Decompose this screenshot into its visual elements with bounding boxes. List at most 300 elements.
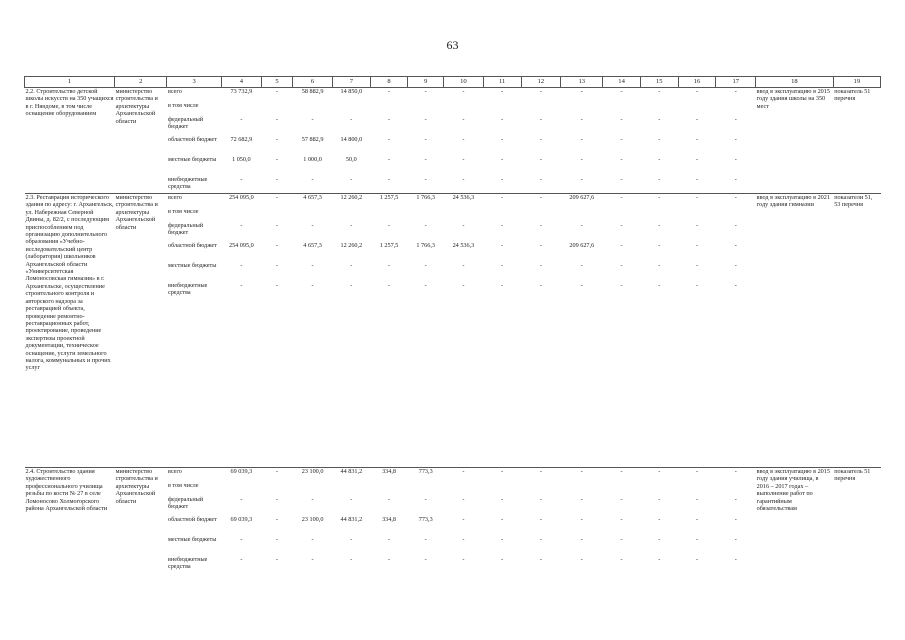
value-cell	[444, 102, 484, 116]
value-cell: -	[658, 221, 661, 229]
value-cell: 1 000,0	[303, 155, 322, 163]
value-cell: -	[501, 281, 504, 289]
header-cell: 14	[603, 77, 641, 88]
project-name-cell: 2.3. Реставрация исторического здания по адресу: г. Архангельск, ул. Набережная Северной Двины, д. 82/2, с последующим приспособлением под организацию дополнительного образования «Учебно-исследовательский центр (лаборатория) школьников Архангельской области «Университетская Ломоносовская гимназия» в г. Архангельске, осуществление строительного контроля и авторского надзора за реставрацией объекта, проведение ремонтно-реставрационных работ, проектирование, проведение экспертизы проектной документации, техническое оснащение, услуги земельного налога, коммунальных и прочих услуг	[25, 194, 115, 468]
value-cell: -	[695, 535, 699, 543]
funding-source-cell: местные бюджеты	[167, 261, 217, 269]
header-cell: 15	[640, 77, 678, 88]
value-cell: -	[539, 88, 542, 95]
value-cell: 12 260,2	[332, 194, 370, 208]
value-cell: -	[501, 261, 504, 269]
funding-source-cell: всего	[167, 468, 221, 482]
value-cell	[444, 482, 484, 496]
value-cell: -	[580, 221, 583, 229]
indicator-cell: показатели 51, 53 перечня	[833, 194, 880, 468]
value-cell: -	[261, 194, 292, 208]
value-cell: -	[539, 281, 542, 289]
value-cell	[332, 102, 370, 116]
value-cell: -	[658, 155, 661, 163]
value-cell: -	[580, 115, 583, 123]
value-cell	[221, 208, 261, 222]
value-cell: -	[539, 495, 542, 503]
value-cell: -	[695, 281, 699, 289]
funding-source-cell: областной бюджет	[167, 515, 217, 523]
value-cell: 24 536,3	[452, 241, 475, 249]
value-cell: 14 850,0	[340, 88, 363, 95]
value-cell	[716, 102, 756, 116]
value-cell: -	[695, 221, 699, 229]
value-cell: -	[388, 555, 391, 563]
funding-source-cell: областной бюджет	[167, 241, 217, 249]
value-cell	[483, 208, 521, 222]
value-cell	[261, 482, 292, 496]
value-cell: -	[275, 88, 278, 95]
expected-result-cell: ввод в эксплуатацию в 2015 году здания училища, в 2016 – 2017 годах – выполнение работ по гарантийным обязательствам	[756, 468, 834, 576]
value-cell: -	[658, 495, 661, 503]
value-cell	[293, 482, 333, 496]
value-cell: -	[424, 261, 427, 269]
value-cell	[521, 482, 561, 496]
value-cell: -	[539, 221, 542, 229]
value-cell: -	[501, 535, 504, 543]
value-cell: -	[424, 281, 427, 289]
value-cell: -	[388, 221, 391, 229]
value-cell	[370, 102, 408, 116]
funding-source-cell: внебюджетные средства	[167, 175, 208, 190]
value-cell: -	[350, 261, 353, 269]
value-cell: -	[539, 241, 542, 249]
funding-source-cell: всего	[167, 88, 182, 95]
indicator-cell: показатель 51 перечня	[834, 88, 871, 103]
value-cell: -	[240, 175, 243, 183]
value-cell	[444, 208, 484, 222]
value-cell: -	[640, 194, 678, 208]
value-cell	[221, 482, 261, 496]
value-cell	[640, 208, 678, 222]
value-cell: -	[240, 281, 243, 289]
value-cell: 58 882,9	[301, 88, 324, 95]
value-cell: -	[734, 555, 737, 563]
value-cell: -	[734, 281, 737, 289]
value-cell: -	[580, 281, 583, 289]
value-cell: 254 095,0	[221, 194, 261, 208]
program-table	[24, 76, 881, 576]
header-cell: 2	[115, 77, 167, 88]
value-cell: -	[620, 555, 623, 563]
value-cell	[261, 208, 292, 222]
value-cell: -	[462, 88, 465, 95]
value-cell: -	[539, 135, 542, 143]
value-cell: -	[539, 555, 542, 563]
value-cell: -	[240, 555, 243, 563]
value-cell: -	[734, 221, 737, 229]
value-cell: -	[640, 468, 678, 482]
value-cell: 1 050,0	[232, 155, 251, 163]
value-cell: 73 732,9	[230, 88, 253, 95]
value-cell: -	[350, 555, 353, 563]
value-cell: -	[695, 495, 699, 503]
value-cell: -	[580, 261, 583, 269]
value-cell: 23 100,0	[293, 468, 333, 482]
value-cell: 334,8	[370, 468, 408, 482]
value-cell: 12 260,2	[340, 241, 363, 249]
header-cell: 3	[167, 77, 221, 88]
value-cell: -	[275, 281, 278, 289]
value-cell: -	[424, 495, 427, 503]
value-cell: 50,0	[345, 155, 357, 163]
header-cell: 19	[833, 77, 880, 88]
value-cell: -	[501, 155, 504, 163]
value-cell: -	[462, 281, 465, 289]
value-cell	[561, 208, 603, 222]
value-cell	[408, 482, 444, 496]
value-cell: -	[658, 175, 661, 183]
value-cell: -	[311, 115, 314, 123]
value-cell: -	[620, 221, 623, 229]
value-cell	[561, 102, 603, 116]
value-cell: -	[539, 261, 542, 269]
table-header-row	[25, 77, 881, 88]
value-cell: -	[620, 175, 623, 183]
value-cell: -	[424, 88, 427, 95]
value-cell: 44 831,2	[340, 515, 363, 523]
header-cell: 18	[756, 77, 834, 88]
value-cell: -	[424, 135, 427, 143]
value-cell: -	[678, 194, 716, 208]
value-cell	[678, 102, 716, 116]
table-row	[25, 194, 881, 208]
value-cell: -	[695, 135, 699, 143]
value-cell: 773,3	[408, 468, 444, 482]
value-cell: -	[240, 535, 243, 543]
project-name-cell: 2.4. Строительство здания художественного профессионального училища резьбы по кости № 27 в селе Ломоносово Холмогорского района Архангельской области	[25, 468, 115, 576]
value-cell: -	[501, 495, 504, 503]
value-cell: -	[734, 88, 737, 95]
value-cell: -	[734, 241, 737, 249]
expected-result-cell: ввод в эксплуатацию в 2015 году здания школы на 350 мест	[756, 88, 830, 110]
value-cell: -	[261, 468, 292, 482]
value-cell: -	[462, 175, 465, 183]
value-cell: -	[424, 115, 427, 123]
value-cell: 44 831,2	[332, 468, 370, 482]
value-cell: -	[734, 155, 737, 163]
value-cell: 57 882,9	[301, 135, 324, 143]
value-cell: -	[539, 155, 542, 163]
value-cell: -	[620, 535, 623, 543]
value-cell: -	[603, 468, 641, 482]
value-cell: 4 657,3	[303, 241, 322, 249]
value-cell: -	[275, 115, 278, 123]
header-cell: 6	[293, 77, 333, 88]
value-cell: -	[501, 135, 504, 143]
value-cell: -	[311, 175, 314, 183]
value-cell: -	[658, 515, 661, 523]
header-cell: 5	[261, 77, 292, 88]
value-cell	[561, 482, 603, 496]
indicator-cell: показатель 51 перечня	[833, 468, 880, 576]
value-cell	[521, 102, 561, 116]
value-cell: -	[580, 155, 583, 163]
value-cell: 69 039,3	[230, 515, 253, 523]
value-cell: -	[734, 495, 737, 503]
value-cell: -	[620, 155, 623, 163]
value-cell: -	[620, 515, 623, 523]
value-cell: -	[311, 555, 314, 563]
value-cell: -	[734, 515, 737, 523]
value-cell: -	[539, 175, 542, 183]
value-cell: -	[462, 221, 465, 229]
value-cell: -	[275, 155, 278, 163]
value-cell: -	[734, 135, 737, 143]
value-cell: -	[658, 135, 661, 143]
value-cell	[261, 102, 292, 116]
value-cell: -	[620, 261, 623, 269]
value-cell: -	[658, 535, 661, 543]
value-cell: -	[388, 175, 391, 183]
value-cell: -	[620, 135, 623, 143]
value-cell: -	[388, 281, 391, 289]
value-cell: 1 766,3	[416, 241, 435, 249]
value-cell	[332, 482, 370, 496]
value-cell: -	[580, 135, 583, 143]
value-cell	[521, 208, 561, 222]
value-cell: -	[695, 175, 699, 183]
value-cell	[678, 482, 716, 496]
funding-source-cell: федеральный бюджет	[167, 221, 204, 236]
funding-source-cell: федеральный бюджет	[167, 115, 204, 130]
value-cell: -	[240, 261, 243, 269]
executor-cell: министерство строительства и архитектуры Архангельской области	[115, 194, 167, 468]
value-cell: -	[580, 535, 583, 543]
value-cell: -	[658, 88, 661, 95]
table-row	[25, 88, 881, 102]
value-cell: -	[275, 221, 278, 229]
value-cell: -	[734, 115, 737, 123]
value-cell	[603, 208, 641, 222]
value-cell: -	[483, 194, 521, 208]
project-name-cell: 2.2. Строительство детской школы искусств на 350 учащихся в г. Няндоме, в том числе оснащение оборудованием	[25, 88, 114, 118]
expected-result-cell: ввод в эксплуатацию в 2021 году здания гимназии	[756, 194, 834, 468]
value-cell	[332, 208, 370, 222]
value-cell: -	[424, 221, 427, 229]
value-cell: 24 536,3	[444, 194, 484, 208]
value-cell: -	[462, 261, 465, 269]
value-cell: -	[424, 155, 427, 163]
value-cell: -	[444, 468, 484, 482]
value-cell: -	[716, 468, 756, 482]
value-cell: -	[658, 241, 661, 249]
value-cell: -	[311, 535, 314, 543]
value-cell	[603, 102, 641, 116]
funding-source-cell: местные бюджеты	[167, 155, 217, 163]
value-cell: -	[501, 115, 504, 123]
value-cell: -	[695, 261, 699, 269]
value-cell	[221, 102, 261, 116]
funding-source-cell: в том числе	[167, 481, 199, 489]
value-cell	[678, 208, 716, 222]
value-cell: -	[388, 88, 391, 95]
value-cell: -	[240, 115, 243, 123]
value-cell: -	[462, 535, 465, 543]
value-cell: -	[678, 468, 716, 482]
value-cell: -	[311, 495, 314, 503]
value-cell: -	[462, 155, 465, 163]
value-cell: -	[620, 281, 623, 289]
value-cell: -	[275, 135, 278, 143]
value-cell: -	[240, 495, 243, 503]
header-cell: 9	[408, 77, 444, 88]
value-cell: -	[350, 221, 353, 229]
value-cell	[293, 208, 333, 222]
value-cell: 1 766,3	[408, 194, 444, 208]
value-cell: -	[580, 175, 583, 183]
value-cell: -	[580, 495, 583, 503]
value-cell: -	[311, 221, 314, 229]
value-cell	[640, 482, 678, 496]
value-cell: -	[658, 261, 661, 269]
value-cell: -	[539, 515, 542, 523]
value-cell: -	[275, 241, 278, 249]
value-cell	[370, 208, 408, 222]
value-cell: -	[695, 515, 699, 523]
value-cell: 4 657,3	[293, 194, 333, 208]
value-cell	[640, 102, 678, 116]
value-cell: -	[388, 135, 391, 143]
value-cell: -	[734, 535, 737, 543]
value-cell	[483, 482, 521, 496]
value-cell: -	[424, 555, 427, 563]
value-cell: -	[350, 281, 353, 289]
value-cell: -	[350, 175, 353, 183]
value-cell: -	[521, 468, 561, 482]
value-cell	[370, 482, 408, 496]
table-row	[25, 468, 881, 482]
executor-cell: министерство строительства и архитектуры Архангельской области	[115, 88, 158, 125]
value-cell: -	[275, 555, 278, 563]
page-number: 63	[446, 38, 459, 52]
value-cell: -	[603, 194, 641, 208]
value-cell: -	[734, 175, 737, 183]
value-cell: -	[388, 261, 391, 269]
value-cell: -	[462, 495, 465, 503]
value-cell: -	[275, 495, 278, 503]
header-cell: 12	[521, 77, 561, 88]
value-cell: 209 627,6	[561, 194, 603, 208]
value-cell: -	[695, 115, 699, 123]
funding-source-cell: всего	[167, 194, 221, 208]
header-cell: 7	[332, 77, 370, 88]
value-cell: -	[539, 535, 542, 543]
value-cell: -	[388, 155, 391, 163]
value-cell: 209 627,6	[569, 241, 595, 249]
value-cell: -	[275, 175, 278, 183]
value-cell: -	[695, 88, 699, 95]
value-cell: 72 682,9	[230, 135, 253, 143]
value-cell: 14 800,0	[340, 135, 363, 143]
funding-source-cell: внебюджетные средства	[167, 555, 208, 570]
value-cell: -	[695, 241, 699, 249]
funding-source-cell: в том числе	[167, 207, 199, 215]
value-cell: -	[716, 194, 756, 208]
value-cell: -	[501, 241, 504, 249]
value-cell: -	[695, 155, 699, 163]
value-cell: -	[539, 115, 542, 123]
value-cell: -	[580, 515, 583, 523]
value-cell: -	[275, 261, 278, 269]
header-cell: 1	[25, 77, 115, 88]
value-cell: -	[311, 281, 314, 289]
value-cell: -	[658, 555, 661, 563]
value-cell: -	[580, 555, 583, 563]
value-cell	[293, 102, 333, 116]
funding-source-cell: местные бюджеты	[167, 535, 217, 543]
value-cell: -	[620, 495, 623, 503]
value-cell: 69 039,3	[221, 468, 261, 482]
value-cell: -	[521, 194, 561, 208]
value-cell: -	[350, 115, 353, 123]
value-cell: 23 100,0	[301, 515, 324, 523]
value-cell: -	[580, 88, 583, 95]
value-cell: -	[620, 241, 623, 249]
value-cell: -	[388, 535, 391, 543]
value-cell: -	[501, 555, 504, 563]
header-cell: 8	[370, 77, 408, 88]
funding-source-cell: в том числе	[167, 101, 199, 109]
value-cell: -	[483, 468, 521, 482]
value-cell	[716, 208, 756, 222]
value-cell: -	[501, 175, 504, 183]
value-cell: 773,3	[418, 515, 433, 523]
value-cell	[603, 482, 641, 496]
value-cell: -	[275, 515, 278, 523]
value-cell: -	[501, 88, 504, 95]
header-cell: 17	[716, 77, 756, 88]
value-cell	[408, 208, 444, 222]
value-cell: -	[658, 115, 661, 123]
executor-cell: министерство строительства и архитектуры Архангельской области	[115, 468, 167, 576]
funding-source-cell: областной бюджет	[167, 135, 217, 143]
value-cell	[408, 102, 444, 116]
value-cell: -	[424, 535, 427, 543]
value-cell: -	[695, 555, 699, 563]
value-cell: -	[462, 555, 465, 563]
header-cell: 13	[561, 77, 603, 88]
value-cell: -	[561, 468, 603, 482]
value-cell	[483, 102, 521, 116]
funding-source-cell: внебюджетные средства	[167, 281, 208, 296]
header-cell: 11	[483, 77, 521, 88]
value-cell: 1 257,5	[379, 241, 399, 249]
value-cell: -	[388, 495, 391, 503]
header-cell: 4	[221, 77, 261, 88]
value-cell: -	[462, 115, 465, 123]
header-cell: 10	[444, 77, 484, 88]
value-cell: -	[734, 261, 737, 269]
value-cell: 254 095,0	[228, 241, 254, 249]
value-cell: -	[462, 515, 465, 523]
value-cell: -	[501, 221, 504, 229]
value-cell: -	[240, 221, 243, 229]
value-cell: -	[658, 281, 661, 289]
value-cell	[716, 482, 756, 496]
value-cell: -	[620, 115, 623, 123]
value-cell: -	[620, 88, 623, 95]
header-cell: 16	[678, 77, 716, 88]
value-cell: -	[462, 135, 465, 143]
funding-source-cell: федеральный бюджет	[167, 495, 204, 510]
value-cell: -	[501, 515, 504, 523]
value-cell: -	[350, 535, 353, 543]
